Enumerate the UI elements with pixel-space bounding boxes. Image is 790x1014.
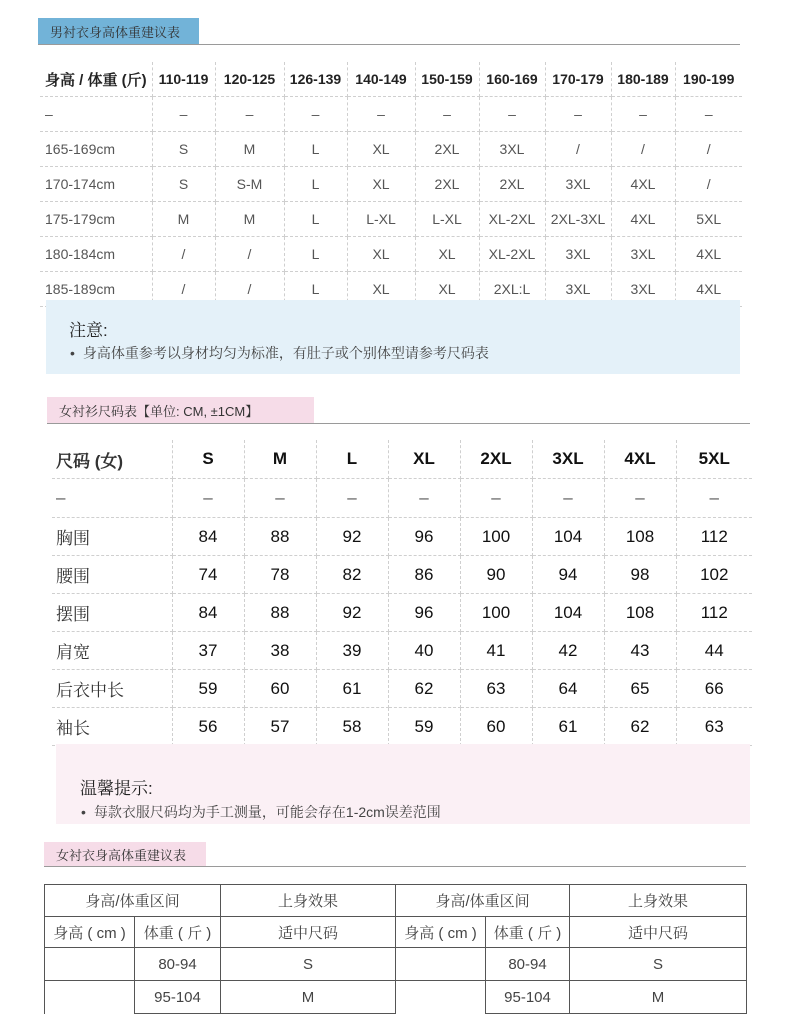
- men-note-item: • 身高体重参考以身材均匀为标准，有肚子或个别体型请参考尺码表: [70, 343, 489, 363]
- value-cell: –: [244, 479, 316, 518]
- value-cell: 88: [244, 594, 316, 632]
- value-cell: /: [152, 237, 215, 272]
- weight-header-cell: 体重 ( 斤 ): [486, 917, 570, 948]
- value-cell: –: [415, 97, 479, 132]
- header-cell: 126-139: [284, 62, 347, 97]
- value-cell: 2XL:L: [479, 272, 545, 307]
- table-row: [52, 670, 752, 708]
- women-tip-item: • 每款衣服尺码均为手工测量，可能会存在1-2cm误差范围: [81, 802, 441, 822]
- value-cell: 2XL: [479, 167, 545, 202]
- women-height-weight-table: [44, 884, 747, 1014]
- weight-cell: 80-94: [486, 948, 570, 981]
- value-cell: XL: [347, 272, 415, 307]
- table-row: [40, 97, 742, 132]
- value-cell: L-XL: [347, 202, 415, 237]
- group-header-row: [45, 885, 747, 917]
- value-cell: 61: [316, 670, 388, 708]
- value-cell: XL: [415, 237, 479, 272]
- value-cell: –: [388, 479, 460, 518]
- value-cell: L: [284, 167, 347, 202]
- value-cell: XL-2XL: [479, 237, 545, 272]
- value-cell: XL: [347, 132, 415, 167]
- value-cell: 112: [676, 594, 752, 632]
- value-cell: /: [152, 272, 215, 307]
- table-row: [52, 594, 752, 632]
- value-cell: 78: [244, 556, 316, 594]
- value-cell: –: [172, 479, 244, 518]
- header-cell: 120-125: [215, 62, 284, 97]
- row-label-cell: 后衣中长: [52, 670, 172, 708]
- value-cell: 60: [460, 708, 532, 746]
- row-label-cell: 袖长: [52, 708, 172, 746]
- header-cell: S: [172, 440, 244, 479]
- table-row: [40, 167, 742, 202]
- value-cell: 5XL: [675, 202, 742, 237]
- value-cell: L: [284, 132, 347, 167]
- value-cell: S-M: [215, 167, 284, 202]
- value-cell: –: [675, 97, 742, 132]
- value-cell: 61: [532, 708, 604, 746]
- value-cell: –: [347, 97, 415, 132]
- value-cell: XL: [415, 272, 479, 307]
- value-cell: 4XL: [675, 272, 742, 307]
- sub-header-row: [45, 917, 747, 948]
- value-cell: L: [284, 202, 347, 237]
- value-cell: 59: [388, 708, 460, 746]
- value-cell: 92: [316, 518, 388, 556]
- value-cell: 90: [460, 556, 532, 594]
- men-size-table: [40, 62, 742, 307]
- table-row: [40, 132, 742, 167]
- value-cell: 108: [604, 594, 676, 632]
- value-cell: 84: [172, 594, 244, 632]
- row-label-cell: 185-189cm: [40, 272, 152, 307]
- men-section-title-text: 男衬衣身高体重建议表: [50, 24, 181, 40]
- effect-header-cell: 上身效果: [570, 885, 747, 917]
- table-row: [40, 237, 742, 272]
- men-section-rule: [38, 44, 740, 45]
- row-label-cell: 180-184cm: [40, 237, 152, 272]
- value-cell: 82: [316, 556, 388, 594]
- value-cell: 3XL: [611, 237, 675, 272]
- header-cell: 190-199: [675, 62, 742, 97]
- group-header-cell: 身高/体重区间: [396, 885, 570, 917]
- header-cell: XL: [388, 440, 460, 479]
- size-cell: S: [221, 948, 396, 981]
- value-cell: 65: [604, 670, 676, 708]
- value-cell: 64: [532, 670, 604, 708]
- value-cell: 56: [172, 708, 244, 746]
- value-cell: 96: [388, 518, 460, 556]
- value-cell: 88: [244, 518, 316, 556]
- value-cell: 4XL: [611, 167, 675, 202]
- value-cell: 94: [532, 556, 604, 594]
- table-row: [52, 518, 752, 556]
- value-cell: –: [316, 479, 388, 518]
- value-cell: –: [611, 97, 675, 132]
- header-cell: 150-159: [415, 62, 479, 97]
- value-cell: –: [215, 97, 284, 132]
- table-row: [45, 948, 747, 981]
- value-cell: 63: [676, 708, 752, 746]
- row-label-cell: 腰围: [52, 556, 172, 594]
- header-cell: 身高 / 体重 (斤): [40, 62, 152, 97]
- men-note-title: 注意:: [69, 321, 108, 340]
- value-cell: XL-2XL: [479, 202, 545, 237]
- row-label-cell: 摆围: [52, 594, 172, 632]
- value-cell: –: [604, 479, 676, 518]
- header-cell: 4XL: [604, 440, 676, 479]
- value-cell: /: [545, 132, 611, 167]
- row-label-cell: –: [40, 97, 152, 132]
- height-range-cell: [396, 948, 486, 981]
- header-cell: 180-189: [611, 62, 675, 97]
- value-cell: –: [152, 97, 215, 132]
- row-label-cell: 胸围: [52, 518, 172, 556]
- women-section-rule: [47, 423, 750, 424]
- weight-header-cell: 体重 ( 斤 ): [135, 917, 221, 948]
- value-cell: S: [152, 132, 215, 167]
- header-cell: 2XL: [460, 440, 532, 479]
- women-table-header-row: [52, 440, 752, 479]
- men-section-title: [38, 18, 199, 44]
- women-size-table: [52, 440, 752, 746]
- value-cell: M: [215, 202, 284, 237]
- value-cell: –: [284, 97, 347, 132]
- value-cell: 4XL: [675, 237, 742, 272]
- women-height-section-title: [44, 842, 206, 866]
- fit-header-cell: 适中尺码: [221, 917, 396, 948]
- value-cell: 2XL: [415, 167, 479, 202]
- row-label-cell: 肩宽: [52, 632, 172, 670]
- value-cell: 102: [676, 556, 752, 594]
- value-cell: –: [460, 479, 532, 518]
- weight-cell: 95-104: [486, 981, 570, 1014]
- value-cell: 100: [460, 594, 532, 632]
- value-cell: /: [675, 132, 742, 167]
- women-tip-title: 温馨提示:: [80, 779, 153, 798]
- height-range-cell: [396, 981, 486, 1014]
- row-label-cell: 175-179cm: [40, 202, 152, 237]
- value-cell: 62: [604, 708, 676, 746]
- value-cell: 96: [388, 594, 460, 632]
- value-cell: 38: [244, 632, 316, 670]
- header-cell: 140-149: [347, 62, 415, 97]
- header-cell: 170-179: [545, 62, 611, 97]
- value-cell: 62: [388, 670, 460, 708]
- value-cell: L: [284, 237, 347, 272]
- value-cell: 58: [316, 708, 388, 746]
- value-cell: 112: [676, 518, 752, 556]
- table-row: [52, 479, 752, 518]
- value-cell: 104: [532, 594, 604, 632]
- row-label-cell: 170-174cm: [40, 167, 152, 202]
- height-range-cell: [45, 981, 135, 1014]
- value-cell: 3XL: [479, 132, 545, 167]
- size-cell: S: [570, 948, 747, 981]
- table-row: [52, 556, 752, 594]
- value-cell: 98: [604, 556, 676, 594]
- women-section-title: [47, 397, 314, 423]
- header-cell: 3XL: [532, 440, 604, 479]
- value-cell: 44: [676, 632, 752, 670]
- value-cell: –: [532, 479, 604, 518]
- value-cell: 3XL: [545, 167, 611, 202]
- header-cell: 110-119: [152, 62, 215, 97]
- value-cell: 63: [460, 670, 532, 708]
- table-row: [52, 708, 752, 746]
- value-cell: 2XL: [415, 132, 479, 167]
- value-cell: 41: [460, 632, 532, 670]
- header-cell: L: [316, 440, 388, 479]
- value-cell: 84: [172, 518, 244, 556]
- value-cell: M: [152, 202, 215, 237]
- value-cell: /: [215, 272, 284, 307]
- value-cell: 92: [316, 594, 388, 632]
- value-cell: 40: [388, 632, 460, 670]
- value-cell: –: [676, 479, 752, 518]
- size-cell: M: [221, 981, 396, 1014]
- value-cell: 57: [244, 708, 316, 746]
- value-cell: /: [215, 237, 284, 272]
- value-cell: 37: [172, 632, 244, 670]
- value-cell: 3XL: [545, 237, 611, 272]
- men-table-header-row: [40, 62, 742, 97]
- value-cell: –: [545, 97, 611, 132]
- value-cell: 4XL: [611, 202, 675, 237]
- value-cell: –: [479, 97, 545, 132]
- value-cell: –: [52, 479, 172, 518]
- table-row: [40, 202, 742, 237]
- value-cell: 86: [388, 556, 460, 594]
- value-cell: 108: [604, 518, 676, 556]
- fit-header-cell: 适中尺码: [570, 917, 747, 948]
- size-cell: M: [570, 981, 747, 1014]
- women-height-section-rule: [44, 866, 746, 867]
- value-cell: XL: [347, 167, 415, 202]
- value-cell: L: [284, 272, 347, 307]
- header-cell: M: [244, 440, 316, 479]
- header-cell: 尺码 (女): [52, 440, 172, 479]
- header-cell: 5XL: [676, 440, 752, 479]
- height-header-cell: 身高 ( cm ): [396, 917, 486, 948]
- value-cell: /: [675, 167, 742, 202]
- value-cell: 100: [460, 518, 532, 556]
- value-cell: 59: [172, 670, 244, 708]
- table-row: [45, 981, 747, 1014]
- row-label-cell: 165-169cm: [40, 132, 152, 167]
- value-cell: M: [215, 132, 284, 167]
- table-row: [52, 632, 752, 670]
- weight-cell: 95-104: [135, 981, 221, 1014]
- value-cell: XL: [347, 237, 415, 272]
- effect-header-cell: 上身效果: [221, 885, 396, 917]
- value-cell: 3XL: [611, 272, 675, 307]
- value-cell: 66: [676, 670, 752, 708]
- value-cell: 74: [172, 556, 244, 594]
- value-cell: 42: [532, 632, 604, 670]
- group-header-cell: 身高/体重区间: [45, 885, 221, 917]
- value-cell: 104: [532, 518, 604, 556]
- height-header-cell: 身高 ( cm ): [45, 917, 135, 948]
- value-cell: L-XL: [415, 202, 479, 237]
- value-cell: /: [611, 132, 675, 167]
- header-cell: 160-169: [479, 62, 545, 97]
- women-height-section-title-text: 女衬衣身高体重建议表: [56, 847, 187, 863]
- value-cell: S: [152, 167, 215, 202]
- value-cell: 39: [316, 632, 388, 670]
- value-cell: 43: [604, 632, 676, 670]
- women-section-title-text: 女衬衫尺码表【单位: CM, ±1CM】: [59, 403, 259, 419]
- value-cell: 60: [244, 670, 316, 708]
- value-cell: 2XL-3XL: [545, 202, 611, 237]
- value-cell: 3XL: [545, 272, 611, 307]
- weight-cell: 80-94: [135, 948, 221, 981]
- height-range-cell: [45, 948, 135, 981]
